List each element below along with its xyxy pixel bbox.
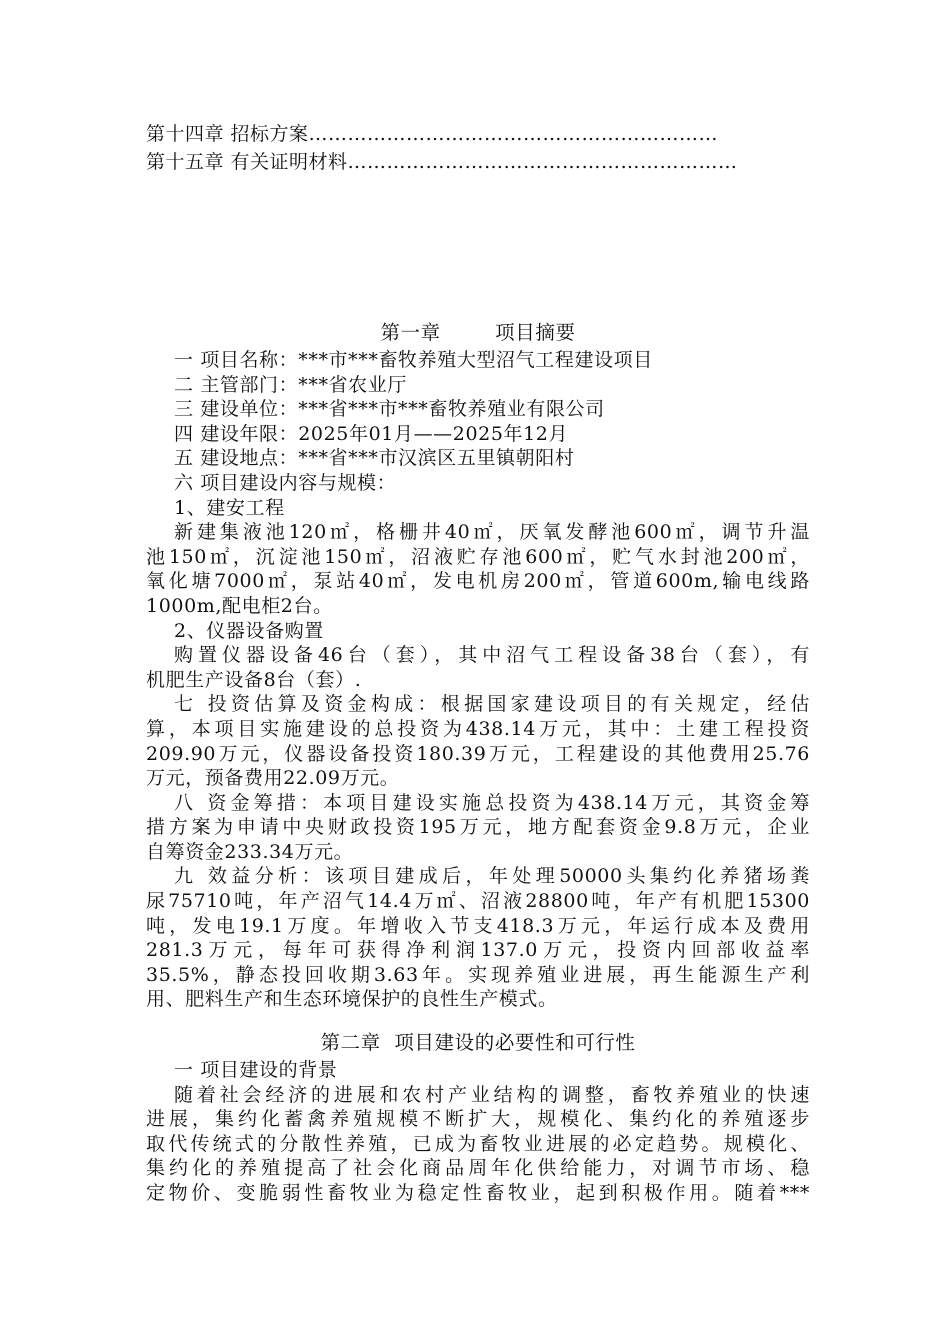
construction-paragraph-line: 氧化塘7000㎡，泵站40㎡，发电机房200㎡，管道600m,输电线路: [146, 570, 810, 593]
construction-paragraph-line: 新建集液池120㎡，格栅井40㎡，厌氧发酵池600㎡，调节升温: [174, 521, 810, 544]
document-body: [146, 318, 810, 1206]
investment-paragraph-line: 七 投资估算及资金构成：根据国家建设项目的有关规定，经估: [174, 693, 810, 716]
scope-heading: 六 项目建设内容与规模：: [174, 471, 397, 494]
table-of-contents: [146, 120, 786, 176]
background-paragraph-line: 定物价、变脆弱性畜牧业为稳定性畜牧业，起到积极作用。随着***: [146, 1182, 810, 1204]
funding-paragraph-line: 八 资金筹措：本项目建设实施总投资为438.14万元，其资金筹: [174, 791, 810, 814]
investment-paragraph-line: 万元，预备费用22.09万元。: [146, 767, 400, 790]
benefit-paragraph-line: 九 效益分析：该项目建成后，年处理50000头集约化养猪场粪: [174, 865, 810, 888]
project-name-line: 一 项目名称：***市***畜牧养殖大型沼气工程建设项目: [174, 349, 653, 371]
background-paragraph-line: 随着社会经济的进展和农村产业结构的调整，畜牧养殖业的快速: [174, 1083, 810, 1106]
investment-paragraph-line: 算，本项目实施建设的总投资为438.14万元，其中：土建工程投资: [146, 717, 810, 740]
toc-entry[interactable]: 第十四章 招标方案………………………………………………………: [146, 123, 719, 145]
funding-paragraph-line: 自筹资金233.34万元。: [146, 840, 354, 863]
equipment-heading: 2、仪器设备购置: [174, 619, 324, 642]
builder-line: 三 建设单位：***省***市***畜牧养殖业有限公司: [174, 398, 605, 421]
section-gap: [146, 1012, 810, 1028]
background-paragraph-line: 进展，集约化蓄禽养殖规模不断扩大，规模化、集约化的养殖逐步: [146, 1108, 810, 1131]
location-line: 五 建设地点：***省***市汉滨区五里镇朝阳村: [174, 447, 575, 470]
investment-paragraph-line: 209.90万元，仪器设备投资180.39万元，工程建设的其他费用25.76: [146, 742, 810, 765]
funding-paragraph-line: 措方案为申请中央财政投资195万元，地方配套资金9.8万元，企业: [146, 816, 810, 839]
chapter-2-title: 第二章 项目建设的必要性和可行性: [320, 1031, 636, 1055]
benefit-paragraph-line: 281.3万元，每年可获得净利润137.0万元，投资内回部收益率: [146, 939, 810, 962]
construction-paragraph-line: 1000m,配电柜2台。: [146, 594, 333, 617]
benefit-paragraph-line: 用、肥料生产和生态环境保护的良性生产模式。: [146, 988, 558, 1011]
toc-entry[interactable]: 第十五章 有关证明材料……………………………………………………: [146, 151, 738, 173]
equipment-paragraph-line: 购置仪器设备46台（套），其中沼气工程设备38台（套），有: [174, 644, 810, 667]
background-heading: 一 项目建设的背景: [174, 1059, 338, 1082]
equipment-paragraph-line: 机肥生产设备8台（套）.: [146, 668, 362, 691]
benefit-paragraph-line: 吨，发电19.1万度。年增收入节支418.3万元，年运行成本及费用: [146, 914, 810, 937]
benefit-paragraph-line: 尿75710吨，年产沼气14.4万㎡、沼液28800吨，年产有机肥15300: [146, 890, 810, 913]
background-paragraph-line: 集约化的养殖提高了社会化商品周年化供给能力，对调节市场、稳: [146, 1157, 810, 1180]
construction-heading: 1、建安工程: [174, 496, 285, 519]
department-line: 二 主管部门：***省农业厅: [174, 373, 407, 396]
construction-paragraph-line: 池150㎡，沉淀池150㎡，沼液贮存池600㎡，贮气水封池200㎡，: [146, 545, 810, 568]
period-line: 四 建设年限：2025年01月——2025年12月: [174, 422, 569, 445]
chapter-1-title: 第一章 项目摘要: [380, 321, 576, 344]
background-paragraph-line: 取代传统式的分散性养殖，已成为畜牧业进展的必定趋势。规模化、: [146, 1132, 810, 1155]
benefit-paragraph-line: 35.5%，静态投回收期3.63年。实现养殖业进展，再生能源生产利: [146, 963, 810, 986]
